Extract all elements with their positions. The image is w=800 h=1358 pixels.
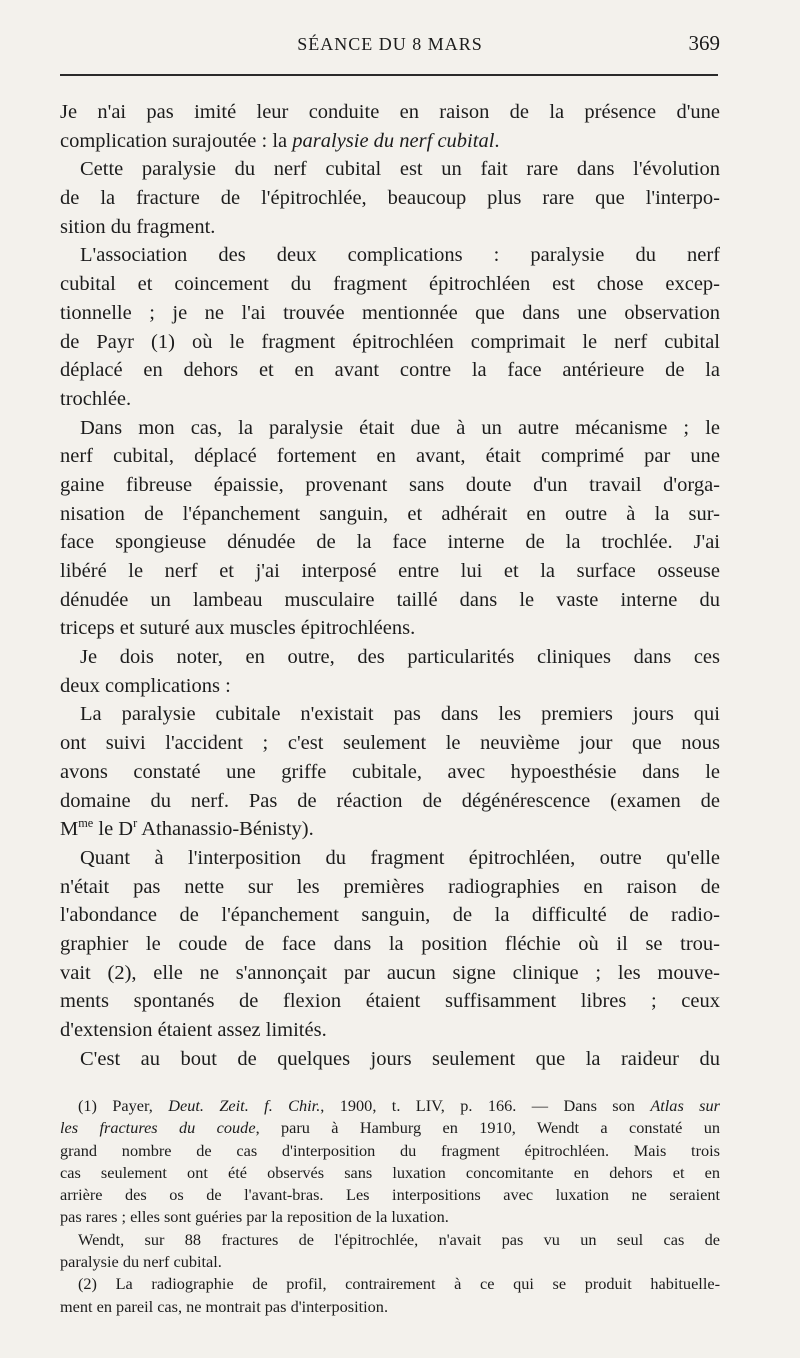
text-line: n'était pas nette sur les premières radiographies en raison de — [60, 875, 720, 898]
text-line: gaine fibreuse épaissie, provenant sans doute d'un travail d'orga- — [60, 473, 720, 496]
text-line: sition du fragment. — [60, 215, 216, 238]
text-line: complication surajoutée : la paralysie du nerf cubital. — [60, 129, 500, 152]
text-line: d'extension étaient assez limités. — [60, 1019, 327, 1041]
text-line: de Payr (1) où le fragment épitrochléen comprimait le nerf cubital — [60, 330, 720, 353]
page-number: 369 — [688, 31, 720, 55]
text-line: Quant à l'interposition du fragment épitrochléen, outre qu'elle — [80, 846, 720, 869]
text-line: L'association des deux complications : paralysie du nerf — [80, 244, 720, 267]
text-line: Je n'ai pas imité leur conduite en raison de la présence d'une — [60, 101, 720, 123]
main-text — [60, 98, 720, 1073]
text-line: La paralysie cubitale n'existait pas dans les premiers jours qui — [80, 703, 720, 726]
text-line: Dans mon cas, la paralysie était due à un autre mécanisme ; le — [80, 416, 720, 439]
footnote-line: (2) La radiographie de profil, contrairement à ce qui se produit habituelle- — [78, 1274, 720, 1294]
footnote-line: cas seulement ont été observés sans luxation concomitante en dehors et en — [60, 1162, 720, 1182]
text-line: tionnelle ; je ne l'ai trouvée mentionnée que dans une observation — [60, 301, 720, 324]
text-line: nisation de l'épanchement sanguin, et adhérait en outre à la sur- — [60, 502, 720, 525]
footnotes — [60, 1095, 720, 1318]
text-line: l'abondance de l'épanchement sanguin, de la difficulté de radio- — [60, 904, 720, 927]
page-header — [60, 31, 720, 64]
text-line: trochlée. — [60, 387, 132, 410]
running-title: SÉANCE DU 8 MARS — [297, 34, 483, 54]
footnote-line: arrière des os de l'avant-bras. Les interpositions avec luxation ne seraient — [60, 1185, 720, 1205]
header-rule — [60, 74, 718, 76]
footnote-line: ment en pareil cas, ne montrait pas d'interposition. — [60, 1296, 389, 1316]
text-line: $M^{me}$ le $D^r$ Athanassio-Bénisty). — [60, 816, 314, 841]
text-line: C'est au bout de quelques jours seulement que la raideur du — [80, 1047, 720, 1070]
text-line: deux complications : — [60, 674, 231, 697]
footnote-line: paralysie du nerf cubital. — [60, 1252, 222, 1272]
text-line: avons constaté une griffe cubitale, avec hypoesthésie dans le — [60, 760, 720, 783]
text-line: nerf cubital, déplacé fortement en avant, était comprimé par une — [60, 445, 720, 468]
text-line: ments spontanés de flexion étaient suffisamment libres ; ceux — [60, 990, 720, 1013]
footnote-line: les fractures du coude, paru à Hamburg en 1910, Wendt a constaté un — [60, 1118, 720, 1138]
text-line: domaine du nerf. Pas de réaction de dégénérescence (examen de — [60, 789, 720, 812]
text-line: Je dois noter, en outre, des particularités cliniques dans ces — [80, 646, 720, 669]
text-line: cubital et coincement du fragment épitrochléen est chose excep- — [60, 273, 720, 296]
text-line: déplacé en dehors et en avant contre la face antérieure de la — [60, 359, 720, 382]
text-line: ont suivi l'accident ; c'est seulement le neuvième jour que nous — [60, 732, 720, 755]
text-line: triceps et suturé aux muscles épitrochléens. — [60, 617, 416, 640]
text-line: Cette paralysie du nerf cubital est un fait rare dans l'évolution — [80, 158, 720, 181]
text-line: libéré le nerf et j'ai interposé entre lui et la surface osseuse — [60, 560, 720, 582]
text-line: graphier le coude de face dans la position fléchie où il se trou- — [60, 932, 720, 955]
footnote-line: grand nombre de cas d'interposition du fragment épitrochléen. Mais trois — [60, 1140, 720, 1160]
text-line: dénudée un lambeau musculaire taillé dans le vaste interne du — [60, 588, 720, 611]
text-line: face spongieuse dénudée de la face interne de la trochlée. J'ai — [60, 531, 720, 554]
footnote-line: Wendt, sur 88 fractures de l'épitrochlée, n'avait pas vu un seul cas de — [78, 1229, 720, 1249]
text-line: vait (2), elle ne s'annonçait par aucun signe clinique ; les mouve- — [60, 961, 720, 984]
text-line: de la fracture de l'épitrochlée, beaucoup plus rare que l'interpo- — [60, 187, 720, 210]
footnote-line: pas rares ; elles sont guéries par la reposition de la luxation. — [60, 1207, 449, 1227]
footnote-line: (1) Payer, Deut. Zeit. f. Chir., 1900, t. LIV, p. 166. — Dans son Atlas sur — [78, 1096, 720, 1115]
